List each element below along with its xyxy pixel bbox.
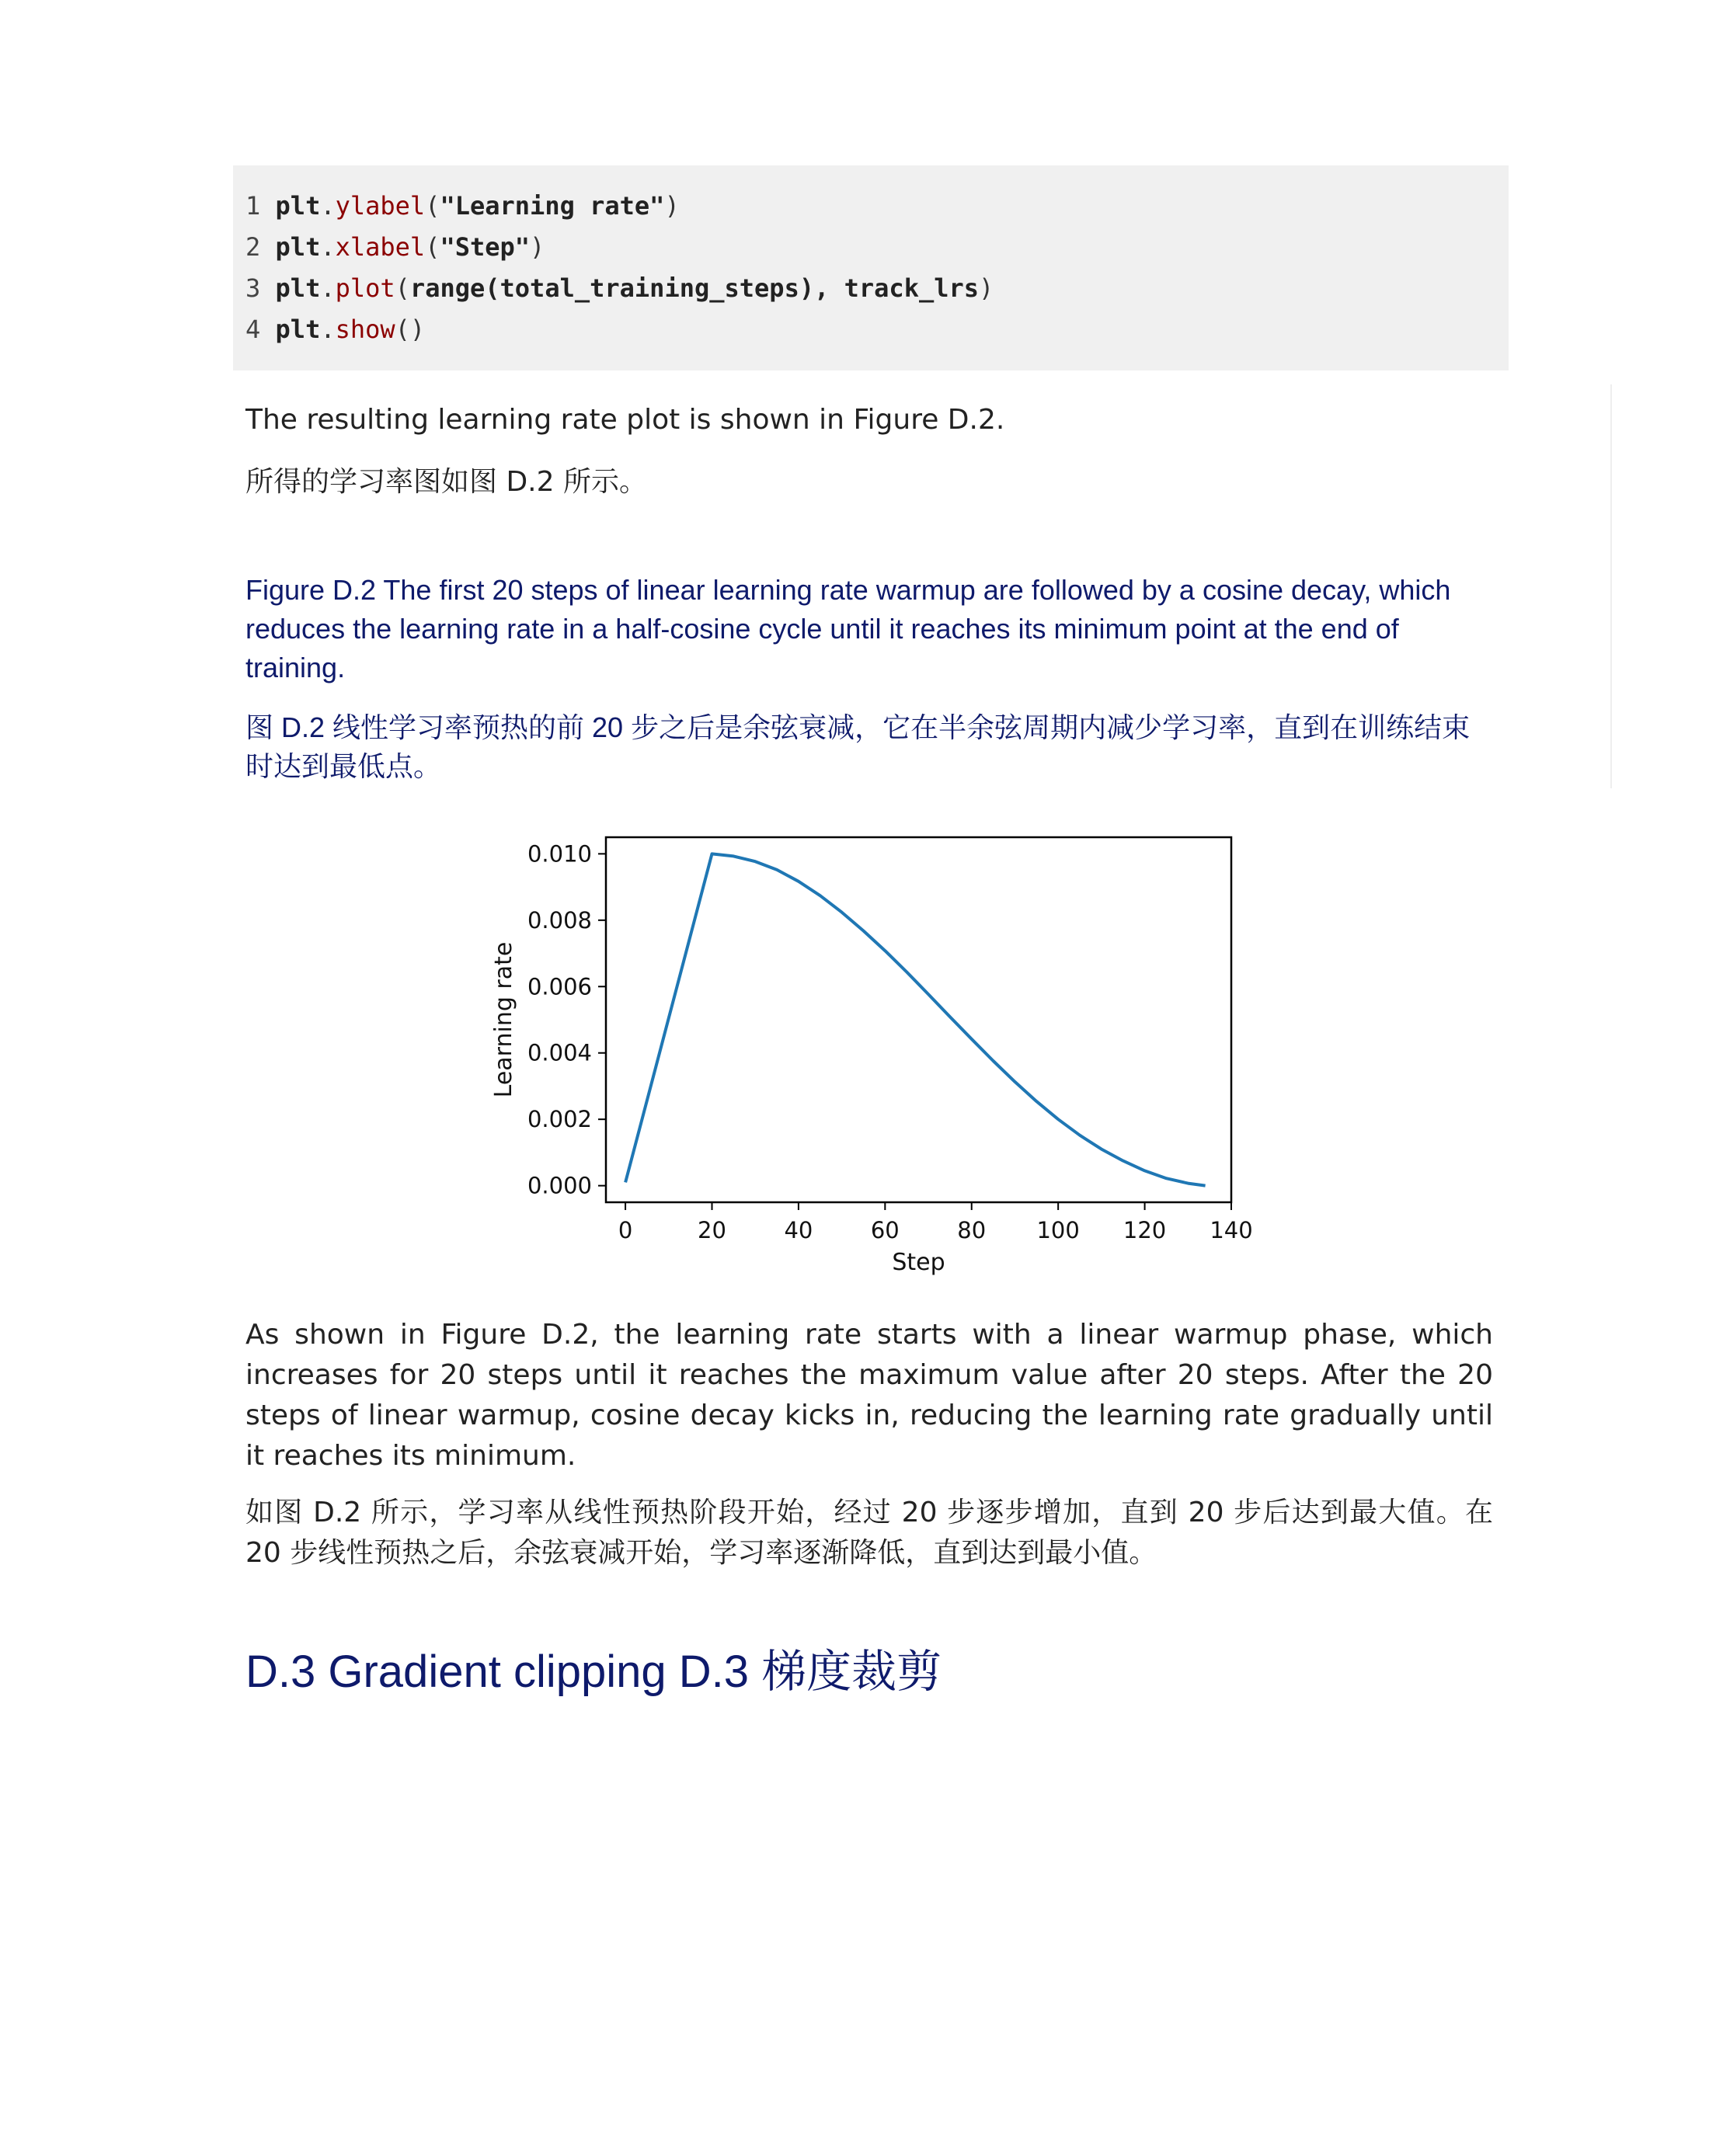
line-number: 1 xyxy=(245,191,261,221)
intro-text-zh: 所得的学习率图如图 D.2 所示。 xyxy=(245,466,647,498)
figure-caption-zh: 图 D.2 线性学习率预热的前 20 步之后是余弦衰减，它在半余弦周期内减少学习率，直到在训练结束时达到最低点。 xyxy=(245,711,1471,782)
x-tick-label: 80 xyxy=(957,1217,987,1243)
code-dot: . xyxy=(320,232,336,262)
code-space xyxy=(260,315,275,344)
code-line xyxy=(245,186,1509,227)
code-object: plt xyxy=(275,273,321,303)
body-text-zh: 如图 D.2 所示，学习率从线性预热阶段开始，经过 20 步逐步增加，直到 20 步后达到最大值。在 20 步线性预热之后，余弦衰减开始，学习率逐渐降低，直到达到最小值。 xyxy=(245,1497,1493,1569)
line-number: 2 xyxy=(245,232,261,262)
code-line xyxy=(245,309,1509,350)
line-number: 3 xyxy=(245,273,261,303)
body-text-en: As shown in Figure D.2, the learning rate starts with a linear warmup phase, which increases for 20 steps until it reaches the maximum value after 20 steps. After the 20 steps of linear warmup, cosine decay kicks in, reducing the learning rate gradually until it reaches its minimum. xyxy=(245,1319,1493,1472)
code-function: plot xyxy=(335,273,395,303)
x-tick-label: 40 xyxy=(784,1217,813,1243)
learning-rate-chart xyxy=(466,808,1274,1289)
code-space xyxy=(260,273,275,303)
code-paren-close: ) xyxy=(664,191,680,221)
x-axis-label: Step xyxy=(892,1249,945,1276)
figure-caption-en: Figure D.2 The first 20 steps of linear learning rate warmup are followed by a cosine decay, which reduces the learning rate in a half-cosine cycle until it reaches its minimum point at the end of training. xyxy=(245,574,1451,683)
code-object: plt xyxy=(275,315,321,344)
code-paren-close: ) xyxy=(979,273,994,303)
code-line xyxy=(245,268,1509,309)
code-paren-close: ) xyxy=(530,232,545,262)
y-tick-label: 0.006 xyxy=(527,973,592,1000)
section-heading: D.3 Gradient clipping D.3 梯度裁剪 xyxy=(245,1647,942,1697)
code-paren-open: ( xyxy=(425,191,440,221)
plot-frame xyxy=(606,837,1231,1202)
code-argument: range(total_training_steps), track_lrs xyxy=(409,273,980,303)
code-space xyxy=(260,191,275,221)
intro-text-en: The resulting learning rate plot is shown in Figure D.2. xyxy=(245,404,1005,436)
x-tick-label: 60 xyxy=(870,1217,900,1243)
code-block xyxy=(233,165,1509,370)
code-argument: "Step" xyxy=(440,232,531,262)
code-function: show xyxy=(335,315,395,344)
code-object: plt xyxy=(275,191,321,221)
x-tick-label: 140 xyxy=(1210,1217,1253,1243)
code-dot: . xyxy=(320,191,336,221)
y-tick-label: 0.008 xyxy=(527,906,592,934)
y-axis-label: Learning rate xyxy=(490,941,517,1098)
code-dot: . xyxy=(320,315,336,344)
series-line xyxy=(625,854,1206,1185)
y-tick-label: 0.002 xyxy=(527,1106,592,1133)
y-tick-label: 0.000 xyxy=(527,1172,592,1199)
x-tick-label: 20 xyxy=(698,1217,726,1243)
code-paren-open: ( xyxy=(395,273,410,303)
code-function: xlabel xyxy=(335,232,426,262)
y-tick-label: 0.004 xyxy=(527,1039,592,1066)
code-space xyxy=(260,232,275,262)
line-number: 4 xyxy=(245,315,261,344)
code-argument: "Learning rate" xyxy=(440,191,665,221)
y-tick-label: 0.010 xyxy=(527,840,592,868)
code-function: ylabel xyxy=(335,191,426,221)
code-paren-close: ) xyxy=(409,315,426,344)
x-tick-label: 0 xyxy=(618,1217,633,1243)
code-paren-open: ( xyxy=(425,232,440,262)
code-line xyxy=(245,227,1509,268)
code-dot: . xyxy=(320,273,336,303)
x-tick-label: 120 xyxy=(1123,1217,1167,1243)
x-tick-label: 100 xyxy=(1036,1217,1080,1243)
code-paren-open: ( xyxy=(395,315,410,344)
margin-divider xyxy=(1610,384,1612,788)
code-object: plt xyxy=(275,232,321,262)
